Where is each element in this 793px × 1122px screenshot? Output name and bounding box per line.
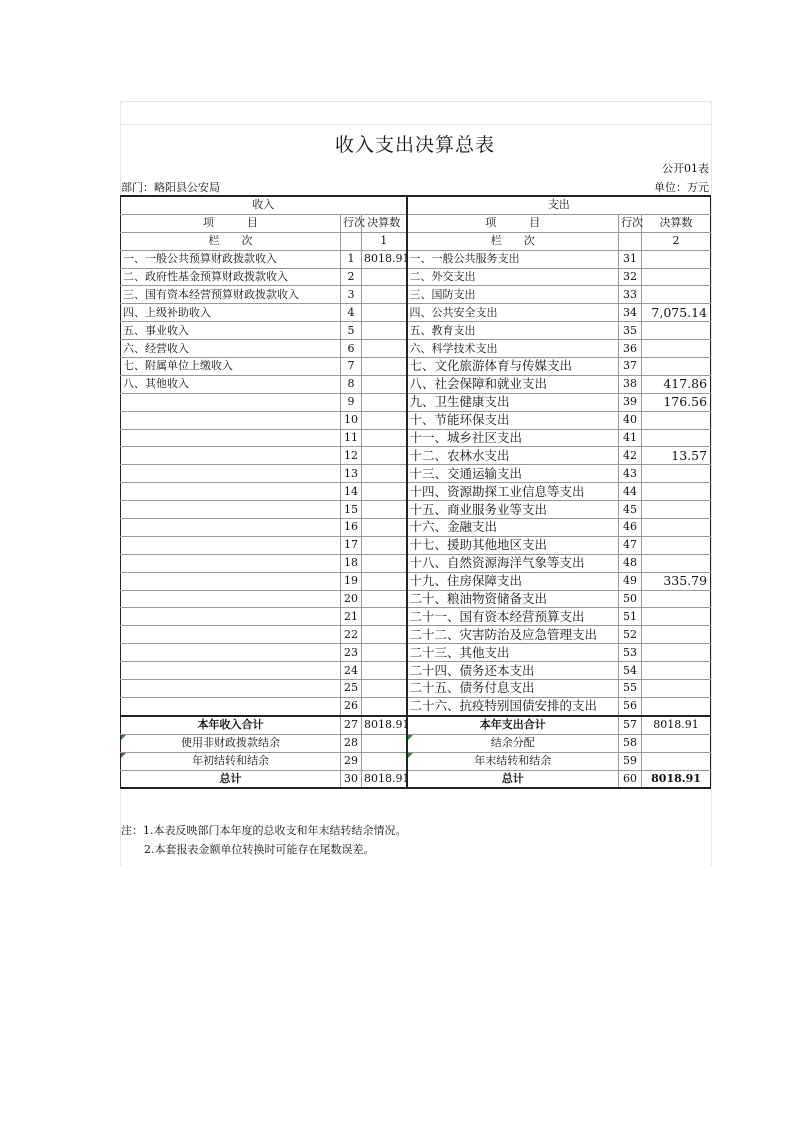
notes xyxy=(121,821,407,859)
table-row xyxy=(121,536,711,554)
income-rowno: 26 xyxy=(341,697,362,715)
income-item xyxy=(121,501,341,519)
income-item-header: 项 目 xyxy=(121,214,341,232)
income-rowno: 7 xyxy=(341,358,362,376)
expense-item: 十三、交通运输支出 xyxy=(407,465,619,483)
expense-amount xyxy=(642,268,711,286)
expense-item: 二十二、灾害防治及应急管理支出 xyxy=(407,626,619,644)
table-row xyxy=(121,626,711,644)
expense-item: 十八、自然资源海洋气象等支出 xyxy=(407,554,619,572)
expense-amount xyxy=(642,680,711,698)
income-item: 三、国有资本经营预算财政拨款收入 xyxy=(121,286,341,304)
income-rowno: 9 xyxy=(341,393,362,411)
expense-rowno: 45 xyxy=(619,501,642,519)
surplus-distribution-label: 结余分配 xyxy=(407,734,619,752)
expense-item: 十七、援助其他地区支出 xyxy=(407,536,619,554)
expense-rowno: 54 xyxy=(619,662,642,680)
expense-item: 七、文化旅游体育与传媒支出 xyxy=(407,358,619,376)
table-row xyxy=(121,375,711,393)
income-item xyxy=(121,429,341,447)
income-amount xyxy=(362,519,407,537)
income-amount xyxy=(362,322,407,340)
expense-item: 十六、金融支出 xyxy=(407,519,619,537)
income-amount xyxy=(362,304,407,322)
grand-total-expense-label: 总计 xyxy=(407,770,619,788)
nonfiscal-surplus-rowno: 28 xyxy=(341,734,362,752)
expense-column-label: 栏 次 xyxy=(407,232,619,250)
table-row xyxy=(121,608,711,626)
income-rowno: 6 xyxy=(341,340,362,358)
expense-rowno: 39 xyxy=(619,393,642,411)
income-rowno: 20 xyxy=(341,590,362,608)
year-expense-total-rowno: 57 xyxy=(619,716,642,734)
income-item xyxy=(121,662,341,680)
table-row xyxy=(121,644,711,662)
expense-item: 二、外交支出 xyxy=(407,268,619,286)
expense-rowno: 42 xyxy=(619,447,642,465)
table-row xyxy=(121,447,711,465)
table-row xyxy=(121,250,711,268)
income-rowno-header: 行次 xyxy=(341,214,362,232)
table-row xyxy=(121,572,711,590)
income-amount xyxy=(362,501,407,519)
income-amount xyxy=(362,608,407,626)
expense-amount xyxy=(642,465,711,483)
expense-rowno: 38 xyxy=(619,375,642,393)
income-rowno: 8 xyxy=(341,375,362,393)
expense-item: 十四、资源勘探工业信息等支出 xyxy=(407,483,619,501)
expense-item: 十、节能环保支出 xyxy=(407,411,619,429)
income-amount xyxy=(362,393,407,411)
expense-rowno: 47 xyxy=(619,536,642,554)
expense-rowno: 43 xyxy=(619,465,642,483)
table-row xyxy=(121,268,711,286)
expense-amount xyxy=(642,322,711,340)
expense-amount xyxy=(642,340,711,358)
grand-total-income-amount: 8018.91 xyxy=(362,770,407,788)
grand-total-expense-rowno: 60 xyxy=(619,770,642,788)
expense-amount xyxy=(642,501,711,519)
expense-amount xyxy=(642,358,711,376)
income-item xyxy=(121,590,341,608)
income-amount xyxy=(362,447,407,465)
expense-amount xyxy=(642,608,711,626)
expense-rowno: 35 xyxy=(619,322,642,340)
expense-rowno: 49 xyxy=(619,572,642,590)
expense-item: 二十三、其他支出 xyxy=(407,644,619,662)
income-amount xyxy=(362,429,407,447)
expense-item: 五、教育支出 xyxy=(407,322,619,340)
table-row xyxy=(121,554,711,572)
expense-item: 二十一、国有资本经营预算支出 xyxy=(407,608,619,626)
income-item xyxy=(121,572,341,590)
expense-rowno: 40 xyxy=(619,411,642,429)
income-column-label: 栏 次 xyxy=(121,232,341,250)
table-row xyxy=(121,286,711,304)
income-item xyxy=(121,644,341,662)
table-row xyxy=(121,411,711,429)
table-row xyxy=(121,340,711,358)
expense-item: 四、公共安全支出 xyxy=(407,304,619,322)
income-rowno: 16 xyxy=(341,519,362,537)
expense-amount xyxy=(642,554,711,572)
table-row xyxy=(121,322,711,340)
income-rowno: 13 xyxy=(341,465,362,483)
expense-item: 十二、农林水支出 xyxy=(407,447,619,465)
expense-amount xyxy=(642,429,711,447)
income-column-number: 1 xyxy=(362,232,407,250)
expense-rowno: 32 xyxy=(619,268,642,286)
expense-item: 二十五、债务付息支出 xyxy=(407,680,619,698)
expense-amount xyxy=(642,697,711,715)
table-row xyxy=(121,697,711,715)
income-item xyxy=(121,536,341,554)
table-row xyxy=(121,501,711,519)
income-amount xyxy=(362,268,407,286)
expense-rowno: 46 xyxy=(619,519,642,537)
year-income-total-amount: 8018.91 xyxy=(362,716,407,734)
table-row xyxy=(121,483,711,501)
income-amount xyxy=(362,536,407,554)
income-amount xyxy=(362,680,407,698)
expense-item: 八、社会保障和就业支出 xyxy=(407,375,619,393)
income-amount xyxy=(362,340,407,358)
expense-rowno: 48 xyxy=(619,554,642,572)
income-expense-table xyxy=(120,195,711,789)
income-rowno: 5 xyxy=(341,322,362,340)
income-rowno: 19 xyxy=(341,572,362,590)
income-amount xyxy=(362,662,407,680)
income-item: 四、上级补助收入 xyxy=(121,304,341,322)
year-income-total-rowno: 27 xyxy=(341,716,362,734)
income-item xyxy=(121,465,341,483)
expense-item-header: 项 目 xyxy=(407,214,619,232)
expense-amount: 417.86 xyxy=(642,375,711,393)
expense-rowno-header: 行次 xyxy=(619,214,642,232)
expense-amount xyxy=(642,286,711,304)
income-amount xyxy=(362,483,407,501)
income-rowno: 21 xyxy=(341,608,362,626)
table-row xyxy=(121,304,711,322)
note-2: 2.本套报表金额单位转换时可能存在尾数误差。 xyxy=(144,843,375,856)
beginning-balance-rowno: 29 xyxy=(341,752,362,770)
ending-balance-label: 年末结转和结余 xyxy=(407,752,619,770)
income-item: 一、一般公共预算财政拨款收入 xyxy=(121,250,341,268)
expense-item: 二十、粮油物资储备支出 xyxy=(407,590,619,608)
expense-amount xyxy=(642,662,711,680)
expense-amount xyxy=(642,250,711,268)
expense-column-number: 2 xyxy=(642,232,711,250)
expense-amount xyxy=(642,483,711,501)
nonfiscal-surplus-label: 使用非财政拨款结余 xyxy=(121,734,341,752)
income-rowno: 24 xyxy=(341,662,362,680)
expense-amount xyxy=(642,519,711,537)
income-rowno: 11 xyxy=(341,429,362,447)
expense-item: 一、一般公共服务支出 xyxy=(407,250,619,268)
income-item: 五、事业收入 xyxy=(121,322,341,340)
expense-item: 十一、城乡社区支出 xyxy=(407,429,619,447)
expense-rowno: 53 xyxy=(619,644,642,662)
expense-item: 九、卫生健康支出 xyxy=(407,393,619,411)
income-rowno: 4 xyxy=(341,304,362,322)
income-amount xyxy=(362,286,407,304)
table-row xyxy=(121,590,711,608)
expense-rowno: 51 xyxy=(619,608,642,626)
income-amount xyxy=(362,465,407,483)
income-amount xyxy=(362,411,407,429)
expense-rowno: 52 xyxy=(619,626,642,644)
table-row xyxy=(121,465,711,483)
year-income-total-label: 本年收入合计 xyxy=(121,716,341,734)
table-row xyxy=(121,429,711,447)
unit-label: 单位：万元 xyxy=(654,181,709,194)
year-expense-total-label: 本年支出合计 xyxy=(407,716,619,734)
income-rowno: 14 xyxy=(341,483,362,501)
expense-amount: 7,075.14 xyxy=(642,304,711,322)
income-amount xyxy=(362,572,407,590)
income-rowno: 12 xyxy=(341,447,362,465)
grand-total-income-label: 总计 xyxy=(121,770,341,788)
income-rowno: 15 xyxy=(341,501,362,519)
table-row xyxy=(121,680,711,698)
expense-amount: 13.57 xyxy=(642,447,711,465)
expense-item: 二十四、债务还本支出 xyxy=(407,662,619,680)
expense-rowno: 31 xyxy=(619,250,642,268)
grand-total-expense-amount: 8018.91 xyxy=(642,770,711,788)
income-rowno: 3 xyxy=(341,286,362,304)
year-expense-total-amount: 8018.91 xyxy=(642,716,711,734)
expense-item: 十五、商业服务业等支出 xyxy=(407,501,619,519)
income-item xyxy=(121,393,341,411)
income-item xyxy=(121,483,341,501)
income-item xyxy=(121,608,341,626)
income-item: 八、其他收入 xyxy=(121,375,341,393)
income-rowno: 1 xyxy=(341,250,362,268)
income-item: 七、附属单位上缴收入 xyxy=(121,358,341,376)
expense-amount-header: 决算数 xyxy=(642,214,711,232)
income-rowno: 23 xyxy=(341,644,362,662)
income-item: 六、经营收入 xyxy=(121,340,341,358)
table-row xyxy=(121,519,711,537)
income-item xyxy=(121,554,341,572)
expense-item: 六、科学技术支出 xyxy=(407,340,619,358)
expense-amount: 176.56 xyxy=(642,393,711,411)
income-item xyxy=(121,626,341,644)
income-rowno: 10 xyxy=(341,411,362,429)
page-title: 收入支出决算总表 xyxy=(334,134,495,156)
expense-rowno: 36 xyxy=(619,340,642,358)
income-amount xyxy=(362,375,407,393)
expense-amount xyxy=(642,590,711,608)
income-item xyxy=(121,447,341,465)
ending-balance-rowno: 59 xyxy=(619,752,642,770)
income-rowno: 18 xyxy=(341,554,362,572)
income-amount xyxy=(362,626,407,644)
income-item xyxy=(121,519,341,537)
income-item xyxy=(121,680,341,698)
form-id: 公开01表 xyxy=(662,162,709,175)
expense-rowno: 44 xyxy=(619,483,642,501)
income-rowno: 22 xyxy=(341,626,362,644)
expense-rowno: 33 xyxy=(619,286,642,304)
expense-amount xyxy=(642,536,711,554)
table-row xyxy=(121,358,711,376)
expense-rowno: 56 xyxy=(619,697,642,715)
income-amount xyxy=(362,590,407,608)
income-rowno: 25 xyxy=(341,680,362,698)
beginning-balance-label: 年初结转和结余 xyxy=(121,752,341,770)
expense-rowno: 50 xyxy=(619,590,642,608)
income-rowno: 2 xyxy=(341,268,362,286)
expense-item: 三、国防支出 xyxy=(407,286,619,304)
income-item xyxy=(121,411,341,429)
income-amount xyxy=(362,697,407,715)
table-row xyxy=(121,393,711,411)
expense-amount: 335.79 xyxy=(642,572,711,590)
surplus-distribution-rowno: 58 xyxy=(619,734,642,752)
income-amount xyxy=(362,644,407,662)
income-rowno: 17 xyxy=(341,536,362,554)
income-amount xyxy=(362,358,407,376)
expense-amount xyxy=(642,626,711,644)
grand-total-income-rowno: 30 xyxy=(341,770,362,788)
expense-rowno: 55 xyxy=(619,680,642,698)
table-row xyxy=(121,662,711,680)
income-amount: 8018.91 xyxy=(362,250,407,268)
income-amount-header: 决算数 xyxy=(362,214,407,232)
income-amount xyxy=(362,554,407,572)
department-label: 部门：略阳县公安局 xyxy=(121,181,220,194)
expense-item: 二十六、抗疫特别国债安排的支出 xyxy=(407,697,619,715)
expense-amount xyxy=(642,411,711,429)
income-item: 二、政府性基金预算财政拨款收入 xyxy=(121,268,341,286)
expense-rowno: 34 xyxy=(619,304,642,322)
note-1: 注：1.本表反映部门本年度的总收支和年末结转结余情况。 xyxy=(121,824,407,837)
expense-item: 十九、住房保障支出 xyxy=(407,572,619,590)
income-item xyxy=(121,697,341,715)
expense-rowno: 41 xyxy=(619,429,642,447)
expense-amount xyxy=(642,644,711,662)
income-section-header: 收入 xyxy=(121,196,407,214)
expense-rowno: 37 xyxy=(619,358,642,376)
expense-section-header: 支出 xyxy=(407,196,711,214)
